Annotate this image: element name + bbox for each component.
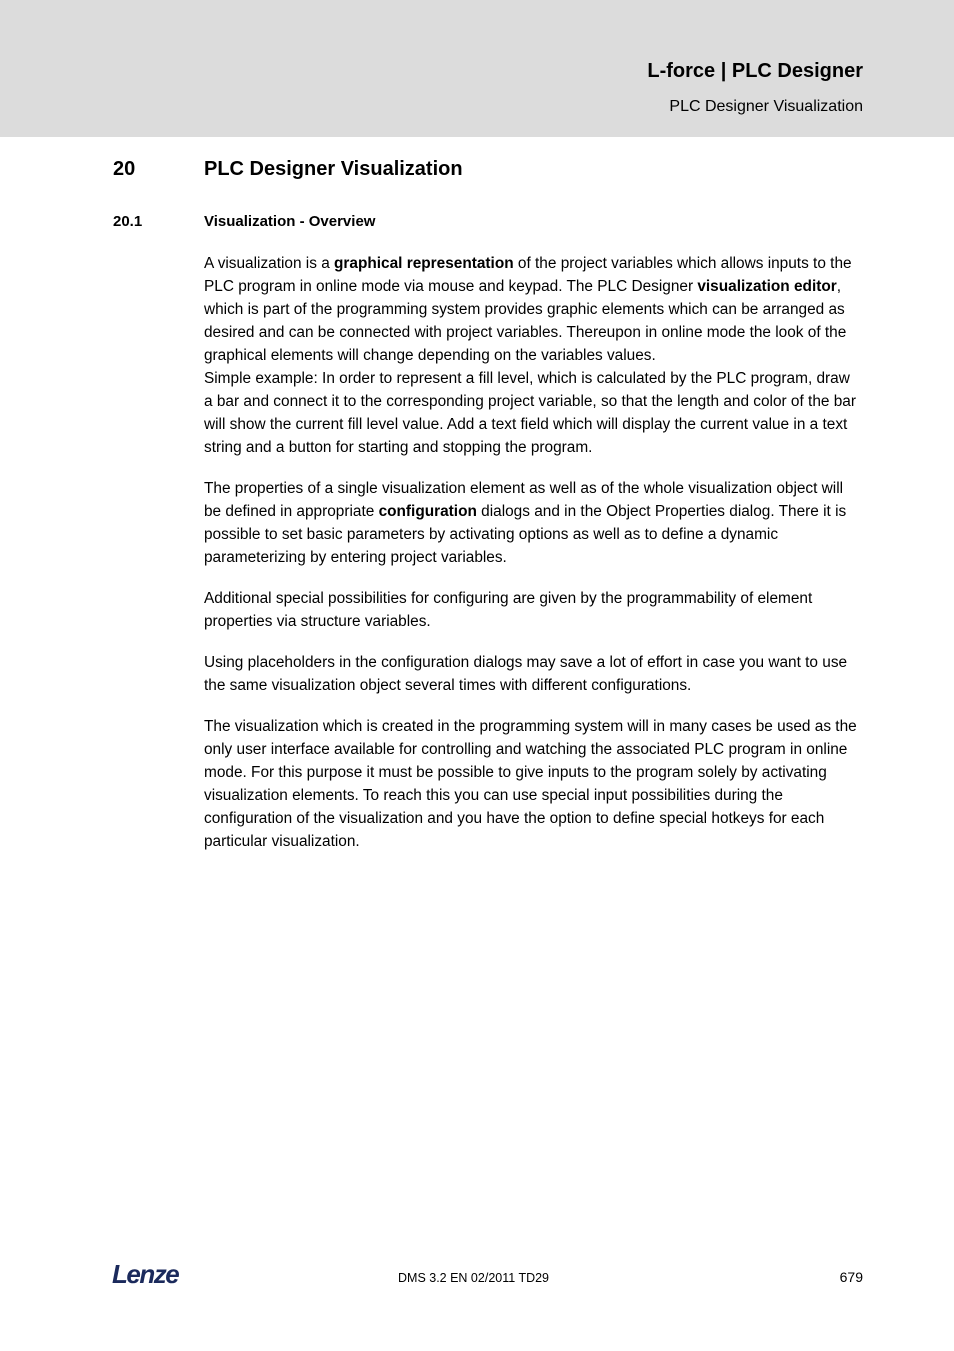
- paragraph-user-interface: The visualization which is created in the programming system will in many cases be used as the only user interface available for controlling and watching the associated PLC program in online mode. For this purpose it must be possible to give inputs to the program solely by activating visualization elements. To reach this you can use special input possibilities during the configuration of the visualization and you have the option to define special hotkeys for each particular visualization.: [204, 718, 857, 850]
- example-text: Simple example: In order to represent a fill level, which is calculated by the PLC program, draw a bar and connect it to the corresponding project variable, so that the length and color of the bar will show the current fill level value. Add a text field which will display the current value in a text string and a button for starting and stopping the program.: [204, 370, 856, 456]
- paragraph-placeholders: Using placeholders in the configuration dialogs may save a lot of effort in case you want to use the same visualization object several times with different configurations.: [204, 654, 848, 694]
- section-title: Visualization - Overview: [204, 213, 376, 230]
- page-number: 679: [839, 1269, 863, 1285]
- chapter-title: PLC Designer Visualization: [204, 158, 463, 180]
- bold-term: graphical representation: [334, 255, 514, 272]
- footer-document-id: DMS 3.2 EN 02/2011 TD29: [398, 1271, 550, 1285]
- bold-term: configuration: [378, 503, 477, 520]
- body-text: [204, 252, 860, 871]
- section-number: 20.1: [113, 213, 143, 230]
- lenze-logo: Lenze: [112, 1259, 179, 1289]
- paragraph-intro: A visualization is a graphical representation of the project variables which allows inputs to the PLC program in online mode via mouse and keypad. The PLC Designer visualization editor, which is part of the programming system provides graphic elements which can be arranged as desired and can be connected with project variables. Thereupon in online mode the look of the graphical elements will change depending on the variables values. Simple example: In order to represent a fill level, which is calculated by the PLC program, draw a bar and connect it to the corresponding project variable, so that the length and color of the bar will show the current fill level value. Add a text field which will display the current value in a text string and a button for starting and stopping the program.: [204, 255, 856, 456]
- header-subtitle: PLC Designer Visualization: [669, 98, 863, 115]
- paragraph-properties: The properties of a single visualization element as well as of the whole visualization object will be defined in appropriate configuration dialogs and in the Object Properties dialog. There it is possible to set basic parameters by activating options as well as to define a dynamic parameterizing by entering project variables.: [204, 480, 847, 566]
- header-title: L-force | PLC Designer: [647, 60, 863, 82]
- chapter-number: 20: [113, 158, 136, 180]
- paragraph-programmability: Additional special possibilities for configuring are given by the programmability of element properties via structure variables.: [204, 590, 813, 630]
- bold-term: visualization editor: [697, 278, 837, 295]
